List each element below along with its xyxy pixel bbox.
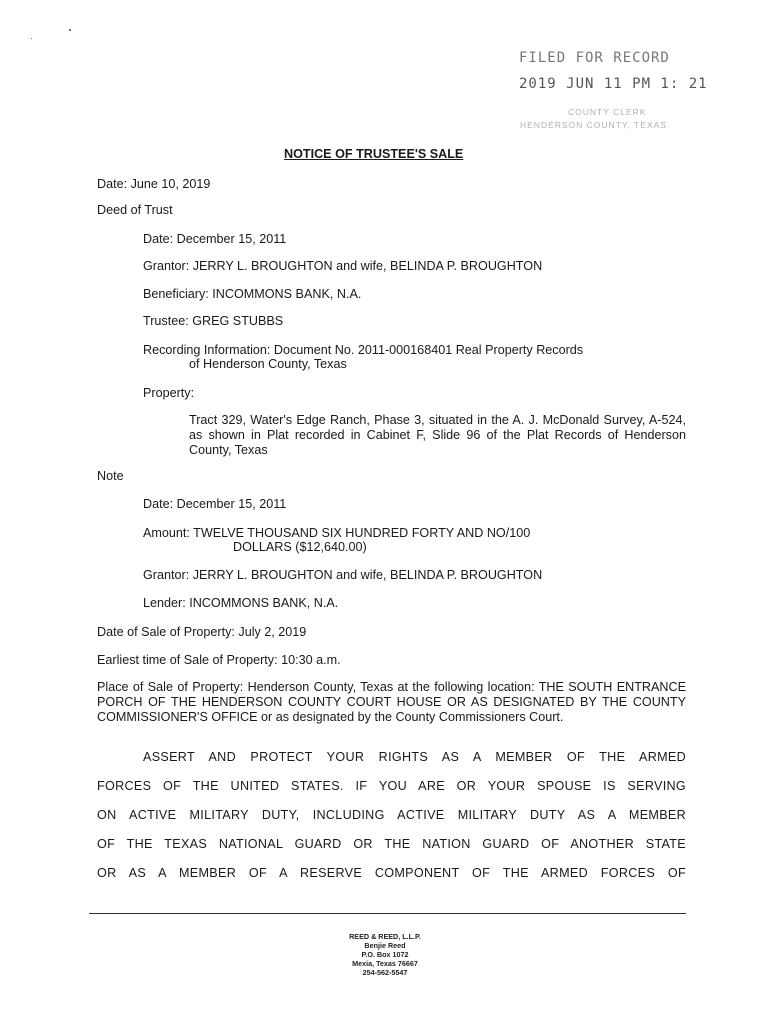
footer-divider [89, 913, 686, 914]
deed-trustee: Trustee: GREG STUBBS [143, 314, 284, 328]
page-title: NOTICE OF TRUSTEE'S SALE [284, 147, 464, 161]
military-notice-line: FORCES OF THE UNITED STATES. IF YOU ARE OR YOUR SPOUSE IS SERVING [97, 779, 686, 793]
footer-city: Mexia, Texas 76667 [352, 959, 418, 968]
sale-earliest-time: Earliest time of Sale of Property: 10:30 a.m. [97, 653, 341, 667]
deed-property-label: Property: [143, 386, 195, 400]
scan-speck [69, 29, 71, 31]
notice-date: Date: June 10, 2019 [97, 177, 211, 191]
military-notice-line: ON ACTIVE MILITARY DUTY, INCLUDING ACTIVE MILITARY DUTY AS A MEMBER [97, 808, 686, 822]
sale-date: Date of Sale of Property: July 2, 2019 [97, 625, 307, 639]
filed-stamp-line2: 2019 JUN 11 PM 1: 21 [519, 76, 708, 92]
filed-stamp-line1: FILED FOR RECORD [519, 50, 670, 66]
note-heading: Note [97, 469, 124, 483]
deed-of-trust-heading: Deed of Trust [97, 203, 173, 217]
scan-speck [31, 38, 32, 39]
military-notice-line: OR AS A MEMBER OF A RESERVE COMPONENT OF THE ARMED FORCES OF [97, 866, 686, 880]
deed-recording-info-cont: of Henderson County, Texas [189, 357, 347, 371]
sale-place: Place of Sale of Property: Henderson County, Texas at the following location: THE SOUTH ENTRANCE PORCH OF THE HENDERSON COUNTY COURT HOUSE OR AS DESIGNATED BY THE COUNTY COMMISSIONER'S OFFICE or as designated by the County Commissioners Court. [97, 680, 686, 724]
footer-po-box: P.O. Box 1072 [361, 950, 409, 959]
filed-stamp-line3: COUNTY CLERK [568, 107, 647, 117]
deed-recording-info: Recording Information: Document No. 2011-000168401 Real Property Records [143, 343, 584, 357]
note-grantor: Grantor: JERRY L. BROUGHTON and wife, BELINDA P. BROUGHTON [143, 568, 543, 582]
filed-stamp-line4: HENDERSON COUNTY, TEXAS [520, 120, 667, 130]
military-notice-line: ASSERT AND PROTECT YOUR RIGHTS AS A MEMBER OF THE ARMED [143, 750, 686, 764]
note-date: Date: December 15, 2011 [143, 497, 287, 511]
footer-firm: REED & REED, L.L.P. [349, 932, 421, 941]
military-notice-line: OF THE TEXAS NATIONAL GUARD OR THE NATION GUARD OF ANOTHER STATE [97, 837, 686, 851]
footer-phone: 254-562-5547 [362, 968, 408, 977]
deed-date: Date: December 15, 2011 [143, 232, 287, 246]
note-amount: Amount: TWELVE THOUSAND SIX HUNDRED FORTY AND NO/100 [143, 526, 531, 540]
note-lender: Lender: INCOMMONS BANK, N.A. [143, 596, 339, 610]
deed-beneficiary: Beneficiary: INCOMMONS BANK, N.A. [143, 287, 362, 301]
footer-attorney: Benjie Reed [364, 941, 406, 950]
note-amount-cont: DOLLARS ($12,640.00) [233, 540, 367, 554]
deed-grantor: Grantor: JERRY L. BROUGHTON and wife, BELINDA P. BROUGHTON [143, 259, 543, 273]
deed-property-description: Tract 329, Water's Edge Ranch, Phase 3, situated in the A. J. McDonald Survey, A-524, as shown in Plat recorded in Cabinet F, Slide 96 of the Plat Records of Henderson County, Texas [189, 413, 686, 457]
